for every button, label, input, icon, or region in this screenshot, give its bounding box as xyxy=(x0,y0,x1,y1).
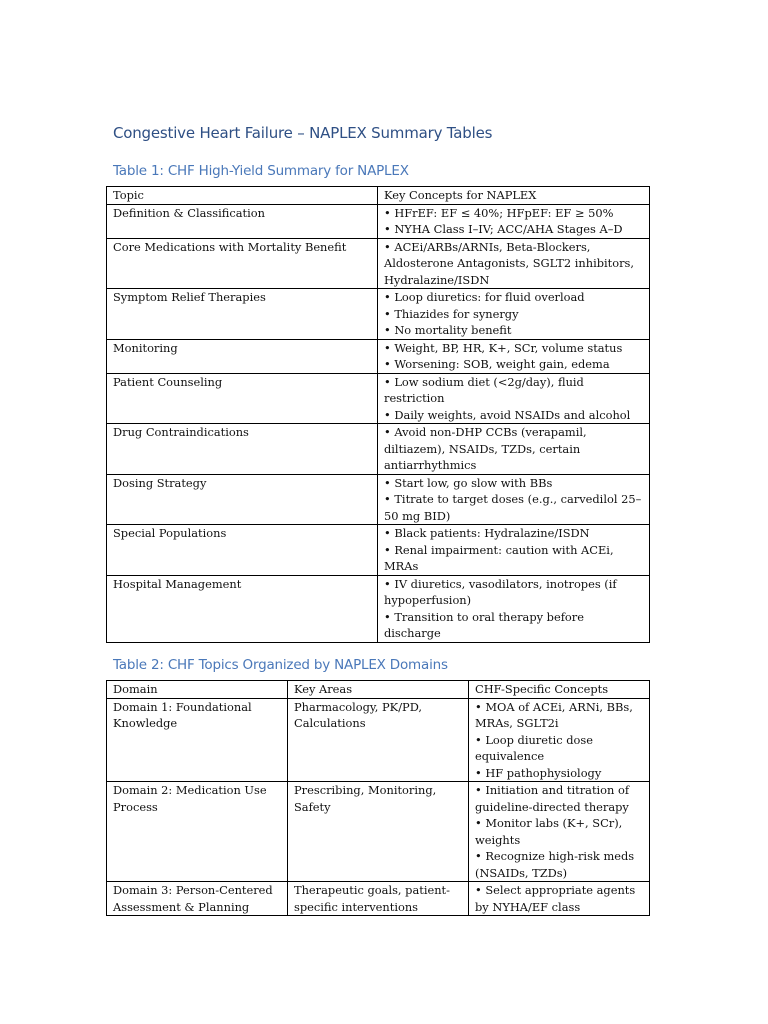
table2-areas-cell xyxy=(288,882,469,916)
cell-text-line: • Recognize high-risk meds xyxy=(475,849,635,863)
cell-text-line: MRAs, SGLT2i xyxy=(475,716,559,730)
cell-text-line: Hospital Management xyxy=(113,576,242,591)
table1-concepts-cell xyxy=(378,373,650,424)
cell-text-line: Safety xyxy=(294,799,331,814)
cell-text-line: • No mortality benefit xyxy=(384,323,512,337)
table2-body xyxy=(107,681,650,916)
table1-header-cell xyxy=(107,187,378,205)
table1-topic-cell xyxy=(107,525,378,576)
table1-topic-cell xyxy=(107,204,378,238)
table1-concepts-cell xyxy=(378,525,650,576)
cell-text-line: weights xyxy=(475,832,521,847)
cell-text-line: Monitoring xyxy=(113,340,178,355)
table1-row xyxy=(107,238,650,289)
cell-text-line: • HF pathophysiology xyxy=(475,765,602,780)
table1-concepts-cell xyxy=(378,575,650,642)
document-title: Congestive Heart Failure – NAPLEX Summary Tables xyxy=(113,124,493,142)
cell-text-line: Core Medications with Mortality Benefit xyxy=(113,239,347,254)
cell-text-line: Domain 1: Foundational xyxy=(113,699,252,714)
table2-naplex-domains xyxy=(106,680,650,916)
cell-text-line: • Thiazides for synergy xyxy=(384,306,519,321)
table1-concepts-cell xyxy=(378,238,650,289)
cell-text-line: Assessment & Planning xyxy=(113,899,250,914)
table1-topic-cell xyxy=(107,289,378,340)
table2-domain-cell xyxy=(107,698,288,782)
cell-text-line: • Titrate to target doses (e.g., carvedilol 25– xyxy=(384,492,642,506)
cell-text-line: Domain xyxy=(113,682,158,696)
table1-row xyxy=(107,339,650,373)
cell-text-line: Calculations xyxy=(294,716,366,730)
cell-text-line: • Worsening: SOB, weight gain, edema xyxy=(384,357,610,371)
cell-text-line: CHF-Specific Concepts xyxy=(475,682,609,696)
table1-row xyxy=(107,289,650,340)
cell-text-line: Process xyxy=(113,799,158,814)
cell-text-line: Hydralazine/ISDN xyxy=(384,272,490,287)
table2-header-row xyxy=(107,681,650,699)
table1-topic-cell xyxy=(107,373,378,424)
table2-row xyxy=(107,782,650,882)
cell-text-line: • Initiation and titration of xyxy=(475,783,630,797)
cell-text-line: Special Populations xyxy=(113,526,227,540)
cell-text-line: guideline-directed therapy xyxy=(475,799,629,814)
table1-topic-cell xyxy=(107,424,378,475)
table2-header-cell xyxy=(288,681,469,699)
cell-text-line: Dosing Strategy xyxy=(113,475,207,490)
cell-text-line: • Renal impairment: caution with ACEi, xyxy=(384,542,614,557)
table1-body xyxy=(107,187,650,643)
cell-text-line: • Low sodium diet (<2g/day), fluid xyxy=(384,374,584,389)
cell-text-line: equivalence xyxy=(475,749,545,763)
table1-topic-cell xyxy=(107,575,378,642)
table1-row xyxy=(107,204,650,238)
table2-row xyxy=(107,698,650,782)
cell-text-line: • Daily weights, avoid NSAIDs and alcohol xyxy=(384,407,631,422)
table2-row xyxy=(107,882,650,916)
table1-row xyxy=(107,525,650,576)
table2-header-cell xyxy=(107,681,288,699)
cell-text-line: Pharmacology, PK/PD, xyxy=(294,699,423,714)
cell-text-line: • Avoid non-DHP CCBs (verapamil, xyxy=(384,425,587,439)
cell-text-line: • Loop diuretics: for fluid overload xyxy=(384,290,585,304)
table1-row xyxy=(107,424,650,475)
cell-text-line: Patient Counseling xyxy=(113,374,223,389)
cell-text-line: • Black patients: Hydralazine/ISDN xyxy=(384,526,590,540)
cell-text-line: Knowledge xyxy=(113,716,178,730)
table1-row xyxy=(107,474,650,525)
table1-concepts-cell xyxy=(378,289,650,340)
cell-text-line: 50 mg BID) xyxy=(384,508,451,523)
table1-concepts-cell xyxy=(378,474,650,525)
table1-concepts-cell xyxy=(378,204,650,238)
cell-text-line: • IV diuretics, vasodilators, inotropes (if xyxy=(384,576,617,591)
cell-text-line: antiarrhythmics xyxy=(384,458,477,472)
cell-text-line: specific interventions xyxy=(294,899,419,914)
table2-header-cell xyxy=(469,681,650,699)
table1-topic-cell xyxy=(107,339,378,373)
table2-concepts-cell xyxy=(469,698,650,782)
table1-row xyxy=(107,373,650,424)
cell-text-line: Drug Contraindications xyxy=(113,425,249,439)
table1-title: Table 1: CHF High-Yield Summary for NAPLEX xyxy=(113,163,409,179)
cell-text-line: • MOA of ACEi, ARNi, BBs, xyxy=(475,699,633,714)
table1-row xyxy=(107,575,650,642)
table2-title: Table 2: CHF Topics Organized by NAPLEX Domains xyxy=(113,657,448,673)
table1-topic-cell xyxy=(107,238,378,289)
table1-header-row xyxy=(107,187,650,205)
cell-text-line: hypoperfusion) xyxy=(384,593,472,607)
cell-text-line: • Start low, go slow with BBs xyxy=(384,475,553,490)
cell-text-line: Therapeutic goals, patient- xyxy=(294,883,450,897)
table1-concepts-cell xyxy=(378,339,650,373)
cell-text-line: • Loop diuretic dose xyxy=(475,732,593,747)
cell-text-line: Topic xyxy=(113,188,144,202)
cell-text-line: Domain 2: Medication Use xyxy=(113,783,267,797)
table2-concepts-cell xyxy=(469,782,650,882)
table2-concepts-cell xyxy=(469,882,650,916)
cell-text-line: (NSAIDs, TZDs) xyxy=(475,865,568,880)
table2-domain-cell xyxy=(107,882,288,916)
cell-text-line: Prescribing, Monitoring, xyxy=(294,783,437,797)
table2-areas-cell xyxy=(288,782,469,882)
cell-text-line: • HFrEF: EF ≤ 40%; HFpEF: EF ≥ 50% xyxy=(384,205,614,220)
cell-text-line: • Select appropriate agents xyxy=(475,883,636,897)
cell-text-line: discharge xyxy=(384,626,441,640)
cell-text-line: MRAs xyxy=(384,559,419,573)
table1-topic-cell xyxy=(107,474,378,525)
cell-text-line: Key Concepts for NAPLEX xyxy=(384,188,537,202)
cell-text-line: Definition & Classification xyxy=(113,205,265,220)
table1-chf-summary xyxy=(106,186,650,643)
cell-text-line: • Weight, BP, HR, K+, SCr, volume status xyxy=(384,340,623,355)
cell-text-line: Symptom Relief Therapies xyxy=(113,290,266,304)
cell-text-line: diltiazem), NSAIDs, TZDs, certain xyxy=(384,441,581,456)
table1-header-cell xyxy=(378,187,650,205)
cell-text-line: Domain 3: Person-Centered xyxy=(113,883,273,897)
cell-text-line: Key Areas xyxy=(294,682,353,696)
cell-text-line: by NYHA/EF class xyxy=(475,899,581,914)
cell-text-line: • ACEi/ARBs/ARNIs, Beta-Blockers, xyxy=(384,239,591,254)
cell-text-line: • Monitor labs (K+, SCr), xyxy=(475,816,623,830)
table1-concepts-cell xyxy=(378,424,650,475)
cell-text-line: • Transition to oral therapy before xyxy=(384,609,584,624)
cell-text-line: Aldosterone Antagonists, SGLT2 inhibitors, xyxy=(384,256,634,270)
table2-areas-cell xyxy=(288,698,469,782)
table2-domain-cell xyxy=(107,782,288,882)
cell-text-line: • NYHA Class I–IV; ACC/AHA Stages A–D xyxy=(384,222,623,236)
cell-text-line: restriction xyxy=(384,391,445,405)
